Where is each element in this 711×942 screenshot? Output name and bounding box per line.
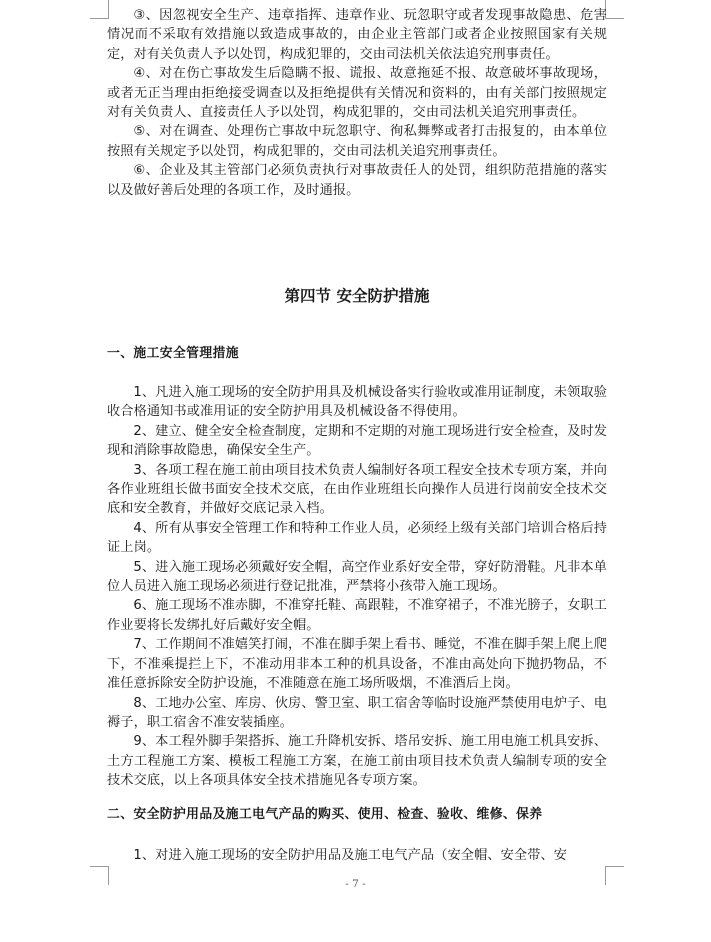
paragraph: 6、施工现场不准赤脚，不准穿托鞋、高跟鞋，不准穿裙子，不准光膀子，女职工作业要将长发绑扎好后戴好安全帽。: [107, 598, 607, 633]
paragraph: 4、所有从事安全管理工作和特种工作业人员，必须经上级有关部门培训合格后持证上岗。: [107, 520, 607, 556]
paragraph: 2、建立、健全安全检查制度，定期和不定期的对施工现场进行安全检查，及时发现和消除事故隐患，确保安全生产。: [107, 423, 607, 459]
subsection-title: 二、安全防护用品及施工电气产品的购买、使用、检查、验收、维修、保养: [107, 807, 543, 822]
section-title: 第四节 安全防护措施: [284, 286, 430, 305]
management-measures: [107, 383, 607, 791]
top-paragraphs: [107, 6, 607, 200]
crop-mark-top-right: [605, 0, 624, 19]
paragraph: 1、凡进入施工现场的安全防护用具及机械设备实行验收或准用证制度，未领取验收合格通知书或准用证的安全防护用具及机械设备不得使用。: [107, 385, 607, 420]
paragraph: 9、本工程外脚手架搭拆、施工升降机安拆、塔吊安拆、施工用电施工机具安拆、土方工程施工方案、模板工程施工方案，在施工前由项目技术负责人编制专项的安全技术交底，以上各项具体安全技术措施见各专项方案。: [107, 734, 607, 789]
paragraph: ⑥、企业及其主管部门必须负责执行对事故责任人的处罚，组织防范措施的落实以及做好善后处理的各项工作，及时通报。: [107, 163, 607, 198]
paragraph: ⑤、对在调查、处理伤亡事故中玩忽职守、徇私舞弊或者打击报复的，由本单位按照有关规定予以处罚，构成犯罪的，交由司法机关追究刑事责任。: [107, 124, 607, 159]
paragraph: ③、因忽视安全生产、违章指挥、违章作业、玩忽职守或者发现事故隐患、危害情况而不采取有效措施以致造成事故的，由企业主管部门或者企业按照国家有关规定，对有关负责人予以处罚，构成犯罪的，交由司法机关依法追究刑事责任。: [107, 8, 607, 62]
paragraph: 5、进入施工现场必须戴好安全帽，高空作业系好安全带，穿好防滑鞋。凡非本单位人员进入施工现场必须进行登记批准，严禁将小孩带入施工现场。: [107, 559, 607, 595]
page-number: - 7 -: [345, 878, 366, 890]
paragraph: 3、各项工程在施工前由项目技术负责人编制好各项工程安全技术专项方案，并向各作业班组长做书面安全技术交底，在由作业班组长向操作人员进行岗前安全技术交底和安全教育，并做好交底记录入档。: [107, 462, 607, 517]
paragraph: ④、对在伤亡事故发生后隐瞒不报、谎报、故意拖延不报、故意破坏事故现场，或者无正当理由拒绝接受调查以及拒绝提供有关情况和资料的，由有关部门按照规定对有关负责人、直接责任人予以处罚，构成犯罪的，交由司法机关追究刑事责任。: [107, 66, 607, 121]
protective-products: [107, 846, 607, 865]
paragraph: 7、工作期间不准嬉笑打闹，不准在脚手架上看书、睡觉，不准在脚手架上爬上爬下，不准乘提拦上下，不准动用非本工种的机具设备，不准由高处向下抛扔物品，不准任意拆除安全防护设施，不准随意在施工场所吸烟，不准酒后上岗。: [107, 637, 607, 692]
paragraph: 8、工地办公室、库房、伙房、警卫室、职工宿舍等临时设施严禁使用电炉子、电褥子，职工宿舍不准安装插座。: [107, 695, 607, 730]
paragraph: 1、对进入施工现场的安全防护用品及施工电气产品（安全帽、安全带、安: [133, 848, 568, 863]
subsection-title: 一、施工安全管理措施: [107, 346, 239, 361]
